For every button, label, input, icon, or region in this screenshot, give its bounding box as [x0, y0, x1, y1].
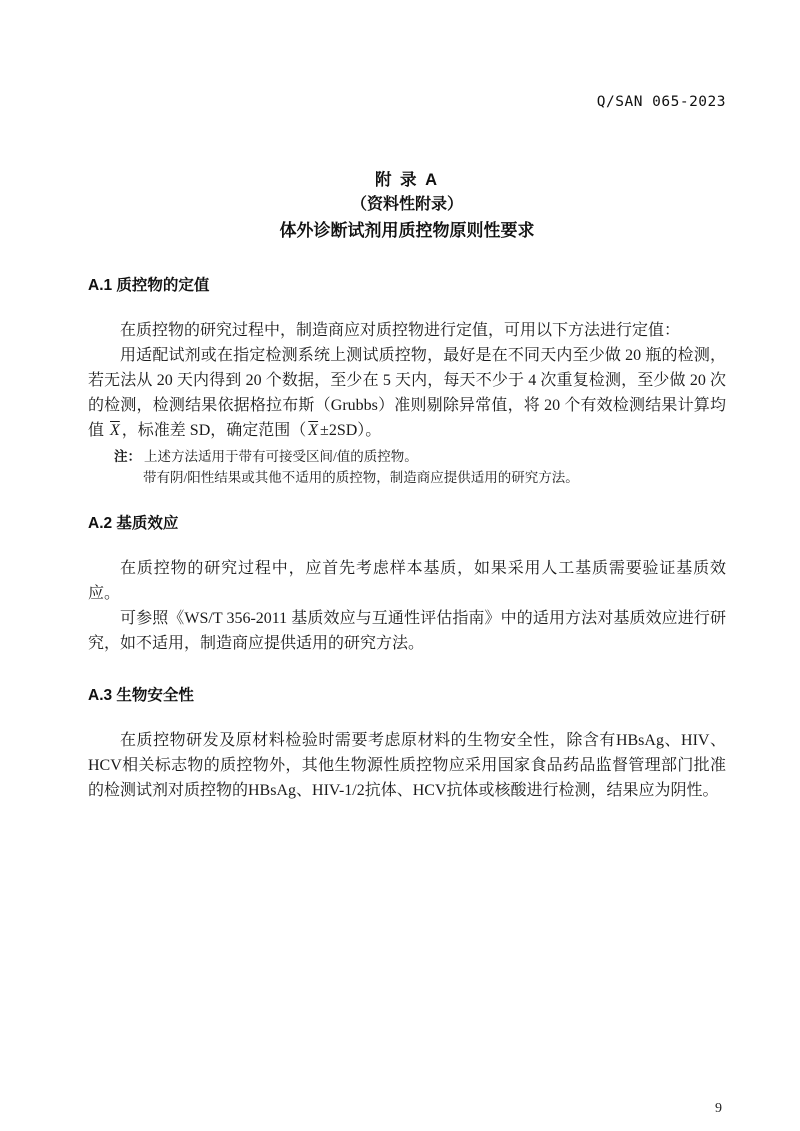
paragraph-a2-2: 可参照《WS/T 356-2011 基质效应与互通性评估指南》中的适用方法对基质效应进行研究，如不适用，制造商应提供适用的研究方法。 — [88, 610, 726, 652]
note-label: 注： — [114, 449, 141, 464]
xbar-symbol: $\overline{X}$ — [110, 422, 120, 439]
section-a2-body — [88, 556, 726, 656]
page-content — [88, 168, 726, 803]
doc-number: Q/SAN 065-2023 — [596, 94, 726, 110]
paragraph-a2-1: 在质控物的研究过程中，应首先考虑样本基质，如果采用人工基质需要验证基质效应。 — [88, 560, 726, 602]
section-a1-heading: A.1 质控物的定值 — [88, 277, 210, 294]
appendix-heading: 体外诊断试剂用质控物原则性要求 — [279, 221, 535, 240]
section-a2-heading: A.2 基质效应 — [88, 515, 179, 532]
note-block — [114, 446, 726, 488]
paragraph-a1-1: 在质控物的研究过程中，制造商应对质控物进行定值，可用以下方法进行定值： — [120, 322, 681, 339]
paragraph-a1-2 — [88, 343, 726, 443]
paragraph-a3-1: 在质控物研发及原材料检验时需要考虑原材料的生物安全性，除含有HBsAg、HIV、HCV相关标志物的质控物外，其他生物源性质控物应采用国家食品药品监督管理部门批准的检测试剂对质控物的HBsAg、HIV-1/2抗体、HCV抗体或核酸进行检测，结果应为阴性。 — [88, 732, 726, 799]
appendix-title: 附 录 A — [374, 171, 440, 189]
note-line: 带有阴/阳性结果或其他不适用的质控物，制造商应提供适用的研究方法。 — [143, 470, 579, 485]
section-a1-body — [88, 318, 726, 443]
section-a3-body — [88, 728, 726, 803]
appendix-title-block — [88, 168, 726, 243]
paragraph-a1-2-text: ±2SD）。 — [320, 422, 382, 439]
appendix-subtitle: （资料性附录） — [350, 196, 463, 213]
xbar-symbol: $\overline{X}$ — [308, 422, 319, 439]
note-text: 上述方法适用于带有可接受区间/值的质控物。 — [144, 449, 418, 464]
section-a3-heading: A.3 生物安全性 — [88, 687, 194, 704]
paragraph-a1-2-text: 用适配试剂或在指定检测系统上测试质控物，最好是在不同天内至少做 20 瓶的检测，若无法从 20 天内得到 20 个数据，至少在 5 天内，每天不少于 4 次重复检测，至少做 20 次的检测，检测结果依据格拉布斯（Grubbs）准则剔除异常值，将 20 个有效检测结果计算均值 — [88, 347, 726, 439]
page-number: 9 — [715, 1101, 722, 1116]
paragraph-a1-2-text: ，标准差 SD，确定范围（ — [121, 422, 307, 439]
note-line — [114, 446, 726, 467]
